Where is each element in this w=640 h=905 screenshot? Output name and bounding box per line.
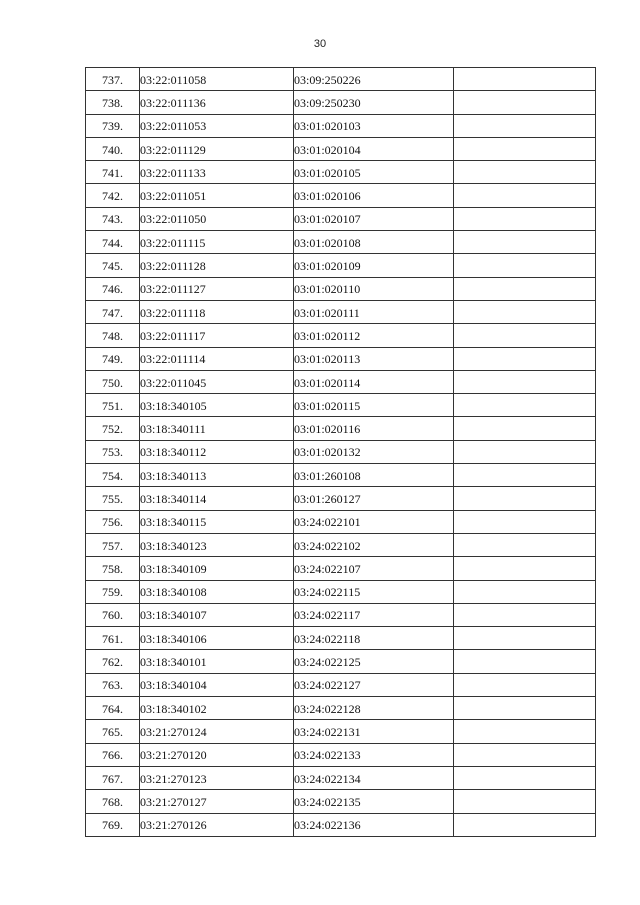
code-b-cell	[294, 627, 454, 650]
code-a-cell-text: 03:18:340109	[140, 561, 207, 576]
notes-cell	[454, 114, 596, 137]
row-number-cell-text: 763.	[102, 678, 123, 693]
table-row	[86, 254, 596, 277]
row-number-cell	[86, 417, 140, 440]
code-b-cell-text: 03:01:020116	[294, 422, 361, 437]
notes-cell	[454, 231, 596, 254]
code-b-cell	[294, 207, 454, 230]
code-a-cell-text: 03:21:270123	[140, 771, 207, 786]
code-a-cell-text: 03:22:011133	[140, 165, 206, 180]
code-a-cell-text: 03:21:270124	[140, 724, 207, 739]
row-number-cell	[86, 231, 140, 254]
code-b-cell	[294, 347, 454, 370]
row-number-cell	[86, 277, 140, 300]
code-a-cell-text: 03:22:011045	[140, 375, 207, 390]
row-number-cell	[86, 440, 140, 463]
code-b-cell-text: 03:01:020103	[294, 119, 361, 134]
code-a-cell	[140, 394, 294, 417]
row-number-cell-text: 744.	[102, 235, 123, 250]
code-b-cell-text: 03:01:020111	[294, 305, 360, 320]
code-a-cell	[140, 68, 294, 91]
notes-cell	[454, 557, 596, 580]
row-number-cell-text: 737.	[102, 72, 123, 87]
code-b-cell-text: 03:01:260108	[294, 468, 361, 483]
row-number-cell-text: 765.	[102, 724, 123, 739]
code-b-cell	[294, 743, 454, 766]
table-row	[86, 650, 596, 673]
row-number-cell	[86, 603, 140, 626]
row-number-cell-text: 767.	[102, 771, 123, 786]
code-b-cell-text: 03:24:022117	[294, 608, 361, 623]
table-row	[86, 557, 596, 580]
row-number-cell	[86, 697, 140, 720]
notes-cell	[454, 697, 596, 720]
row-number-cell-text: 768.	[102, 794, 123, 809]
code-a-cell-text: 03:22:011117	[140, 328, 206, 343]
table-row	[86, 114, 596, 137]
table-row	[86, 161, 596, 184]
code-b-cell-text: 03:01:020107	[294, 212, 361, 227]
row-number-cell	[86, 68, 140, 91]
table-row	[86, 277, 596, 300]
code-b-cell-text: 03:01:020132	[294, 445, 361, 460]
code-a-cell	[140, 510, 294, 533]
code-b-cell	[294, 464, 454, 487]
row-number-cell-text: 769.	[102, 818, 123, 833]
row-number-cell	[86, 347, 140, 370]
row-number-cell-text: 751.	[102, 398, 123, 413]
code-a-cell	[140, 650, 294, 673]
table-row	[86, 231, 596, 254]
table-row	[86, 370, 596, 393]
notes-cell	[454, 464, 596, 487]
code-a-cell-text: 03:21:270120	[140, 748, 207, 763]
row-number-cell-text: 749.	[102, 352, 123, 367]
notes-cell	[454, 790, 596, 813]
row-number-cell	[86, 91, 140, 114]
notes-cell	[454, 207, 596, 230]
code-a-cell-text: 03:22:011053	[140, 119, 207, 134]
code-a-cell-text: 03:22:011118	[140, 305, 206, 320]
code-b-cell	[294, 813, 454, 836]
notes-cell	[454, 440, 596, 463]
row-number-cell-text: 758.	[102, 561, 123, 576]
table-row	[86, 790, 596, 813]
code-b-cell	[294, 533, 454, 556]
code-b-cell-text: 03:24:022125	[294, 655, 361, 670]
code-b-cell	[294, 650, 454, 673]
row-number-cell-text: 741.	[102, 165, 123, 180]
code-a-cell-text: 03:21:270126	[140, 818, 207, 833]
code-b-cell-text: 03:01:020109	[294, 259, 361, 274]
code-a-cell-text: 03:18:340115	[140, 515, 207, 530]
notes-cell	[454, 650, 596, 673]
row-number-cell-text: 739.	[102, 119, 123, 134]
code-b-cell	[294, 161, 454, 184]
row-number-cell	[86, 464, 140, 487]
row-number-cell	[86, 557, 140, 580]
code-a-cell-text: 03:18:340105	[140, 398, 207, 413]
code-b-cell-text: 03:01:020106	[294, 189, 361, 204]
code-b-cell-text: 03:01:020110	[294, 282, 361, 297]
table-row	[86, 91, 596, 114]
code-b-cell	[294, 231, 454, 254]
code-a-cell	[140, 231, 294, 254]
code-b-cell	[294, 697, 454, 720]
code-a-cell	[140, 813, 294, 836]
code-b-cell-text: 03:09:250230	[294, 95, 361, 110]
table-row	[86, 184, 596, 207]
row-number-cell-text: 764.	[102, 701, 123, 716]
code-a-cell	[140, 114, 294, 137]
code-a-cell	[140, 557, 294, 580]
code-b-cell-text: 03:24:022128	[294, 701, 361, 716]
row-number-cell	[86, 533, 140, 556]
code-b-cell-text: 03:24:022136	[294, 818, 361, 833]
code-b-cell-text: 03:24:022101	[294, 515, 361, 530]
row-number-cell	[86, 324, 140, 347]
row-number-cell-text: 754.	[102, 468, 123, 483]
code-b-cell-text: 03:01:020115	[294, 398, 361, 413]
code-b-cell	[294, 440, 454, 463]
code-b-cell	[294, 673, 454, 696]
code-a-cell	[140, 207, 294, 230]
code-b-cell-text: 03:24:022107	[294, 561, 361, 576]
row-number-cell-text: 745.	[102, 259, 123, 274]
code-b-cell-text: 03:01:020108	[294, 235, 361, 250]
data-table	[85, 67, 596, 837]
table-row	[86, 207, 596, 230]
code-b-cell	[294, 487, 454, 510]
code-b-cell-text: 03:01:020112	[294, 328, 361, 343]
row-number-cell-text: 747.	[102, 305, 123, 320]
code-a-cell	[140, 790, 294, 813]
code-b-cell-text: 03:01:020114	[294, 375, 361, 390]
code-a-cell-text: 03:18:340101	[140, 655, 207, 670]
table-row	[86, 603, 596, 626]
code-b-cell	[294, 720, 454, 743]
code-a-cell-text: 03:22:011127	[140, 282, 206, 297]
code-a-cell-text: 03:21:270127	[140, 794, 207, 809]
notes-cell	[454, 394, 596, 417]
notes-cell	[454, 743, 596, 766]
code-b-cell	[294, 91, 454, 114]
code-b-cell-text: 03:24:022127	[294, 678, 361, 693]
row-number-cell	[86, 510, 140, 533]
table-row	[86, 347, 596, 370]
code-a-cell	[140, 254, 294, 277]
code-a-cell	[140, 580, 294, 603]
code-a-cell-text: 03:22:011114	[140, 352, 206, 367]
table-row	[86, 68, 596, 91]
notes-cell	[454, 254, 596, 277]
table-row	[86, 533, 596, 556]
code-b-cell	[294, 68, 454, 91]
notes-cell	[454, 347, 596, 370]
notes-cell	[454, 673, 596, 696]
row-number-cell-text: 766.	[102, 748, 123, 763]
table-row	[86, 324, 596, 347]
row-number-cell-text: 750.	[102, 375, 123, 390]
row-number-cell-text: 761.	[102, 631, 123, 646]
code-a-cell-text: 03:18:340108	[140, 585, 207, 600]
code-a-cell-text: 03:18:340111	[140, 422, 206, 437]
notes-cell	[454, 580, 596, 603]
code-b-cell-text: 03:24:022134	[294, 771, 361, 786]
code-a-cell-text: 03:18:340123	[140, 538, 207, 553]
code-b-cell-text: 03:01:020105	[294, 165, 361, 180]
code-a-cell	[140, 627, 294, 650]
notes-cell	[454, 720, 596, 743]
table-row	[86, 137, 596, 160]
code-a-cell	[140, 300, 294, 323]
row-number-cell-text: 757.	[102, 538, 123, 553]
code-a-cell-text: 03:22:011115	[140, 235, 206, 250]
table-row	[86, 487, 596, 510]
code-b-cell	[294, 277, 454, 300]
code-a-cell	[140, 464, 294, 487]
code-a-cell	[140, 440, 294, 463]
code-b-cell	[294, 324, 454, 347]
notes-cell	[454, 370, 596, 393]
code-a-cell-text: 03:22:011050	[140, 212, 207, 227]
table-row	[86, 627, 596, 650]
row-number-cell	[86, 650, 140, 673]
notes-cell	[454, 417, 596, 440]
row-number-cell-text: 753.	[102, 445, 123, 460]
row-number-cell	[86, 137, 140, 160]
table-row	[86, 394, 596, 417]
code-a-cell-text: 03:18:340112	[140, 445, 207, 460]
code-a-cell	[140, 720, 294, 743]
row-number-cell	[86, 580, 140, 603]
notes-cell	[454, 137, 596, 160]
row-number-cell-text: 762.	[102, 655, 123, 670]
table-row	[86, 464, 596, 487]
code-b-cell-text: 03:24:022131	[294, 724, 361, 739]
row-number-cell	[86, 813, 140, 836]
code-a-cell	[140, 277, 294, 300]
code-b-cell	[294, 137, 454, 160]
notes-cell	[454, 184, 596, 207]
code-b-cell-text: 03:24:022135	[294, 794, 361, 809]
code-b-cell-text: 03:01:260127	[294, 491, 361, 506]
notes-cell	[454, 766, 596, 789]
code-a-cell	[140, 137, 294, 160]
row-number-cell-text: 752.	[102, 422, 123, 437]
row-number-cell-text: 742.	[102, 189, 123, 204]
code-a-cell-text: 03:22:011136	[140, 95, 206, 110]
row-number-cell	[86, 627, 140, 650]
code-b-cell	[294, 603, 454, 626]
notes-cell	[454, 510, 596, 533]
code-a-cell-text: 03:18:340114	[140, 491, 207, 506]
code-a-cell	[140, 603, 294, 626]
code-b-cell	[294, 370, 454, 393]
code-a-cell	[140, 487, 294, 510]
row-number-cell	[86, 184, 140, 207]
code-b-cell-text: 03:24:022115	[294, 585, 361, 600]
row-number-cell	[86, 394, 140, 417]
notes-cell	[454, 603, 596, 626]
table-row	[86, 440, 596, 463]
code-a-cell	[140, 347, 294, 370]
table-body	[86, 68, 596, 837]
code-a-cell	[140, 91, 294, 114]
notes-cell	[454, 161, 596, 184]
row-number-cell	[86, 743, 140, 766]
table-row	[86, 580, 596, 603]
code-b-cell	[294, 184, 454, 207]
code-b-cell	[294, 766, 454, 789]
table-row	[86, 743, 596, 766]
code-b-cell	[294, 417, 454, 440]
table-row	[86, 300, 596, 323]
row-number-cell-text: 738.	[102, 95, 123, 110]
row-number-cell	[86, 300, 140, 323]
code-b-cell	[294, 790, 454, 813]
row-number-cell-text: 756.	[102, 515, 123, 530]
code-a-cell	[140, 533, 294, 556]
code-a-cell	[140, 766, 294, 789]
notes-cell	[454, 487, 596, 510]
table-row	[86, 510, 596, 533]
row-number-cell	[86, 720, 140, 743]
row-number-cell	[86, 487, 140, 510]
row-number-cell	[86, 370, 140, 393]
row-number-cell-text: 748.	[102, 328, 123, 343]
code-a-cell-text: 03:18:340106	[140, 631, 207, 646]
code-b-cell	[294, 114, 454, 137]
code-a-cell-text: 03:18:340104	[140, 678, 207, 693]
code-a-cell	[140, 161, 294, 184]
code-a-cell-text: 03:18:340107	[140, 608, 207, 623]
table-row	[86, 720, 596, 743]
row-number-cell	[86, 766, 140, 789]
code-a-cell	[140, 417, 294, 440]
row-number-cell-text: 746.	[102, 282, 123, 297]
code-a-cell-text: 03:22:011129	[140, 142, 206, 157]
table-row	[86, 813, 596, 836]
notes-cell	[454, 813, 596, 836]
code-a-cell	[140, 184, 294, 207]
code-a-cell-text: 03:18:340113	[140, 468, 207, 483]
notes-cell	[454, 91, 596, 114]
code-a-cell	[140, 743, 294, 766]
code-b-cell	[294, 580, 454, 603]
code-a-cell	[140, 697, 294, 720]
code-b-cell	[294, 254, 454, 277]
code-b-cell	[294, 557, 454, 580]
row-number-cell-text: 755.	[102, 491, 123, 506]
code-b-cell	[294, 394, 454, 417]
code-a-cell-text: 03:22:011058	[140, 72, 207, 87]
table-row	[86, 417, 596, 440]
row-number-cell	[86, 790, 140, 813]
row-number-cell-text: 759.	[102, 585, 123, 600]
code-a-cell-text: 03:22:011051	[140, 189, 207, 204]
notes-cell	[454, 324, 596, 347]
row-number-cell-text: 760.	[102, 608, 123, 623]
notes-cell	[454, 277, 596, 300]
table-row	[86, 673, 596, 696]
code-b-cell-text: 03:01:020113	[294, 352, 361, 367]
code-a-cell-text: 03:22:011128	[140, 259, 206, 274]
row-number-cell-text: 740.	[102, 142, 123, 157]
notes-cell	[454, 68, 596, 91]
notes-cell	[454, 533, 596, 556]
code-b-cell-text: 03:24:022133	[294, 748, 361, 763]
code-b-cell	[294, 510, 454, 533]
notes-cell	[454, 627, 596, 650]
code-a-cell-text: 03:18:340102	[140, 701, 207, 716]
code-a-cell	[140, 673, 294, 696]
code-a-cell	[140, 324, 294, 347]
notes-cell	[454, 300, 596, 323]
code-a-cell	[140, 370, 294, 393]
row-number-cell	[86, 254, 140, 277]
code-b-cell-text: 03:09:250226	[294, 72, 361, 87]
row-number-cell	[86, 161, 140, 184]
code-b-cell	[294, 300, 454, 323]
row-number-cell	[86, 207, 140, 230]
table-row	[86, 766, 596, 789]
table-row	[86, 697, 596, 720]
code-b-cell-text: 03:01:020104	[294, 142, 361, 157]
code-b-cell-text: 03:24:022102	[294, 538, 361, 553]
row-number-cell	[86, 114, 140, 137]
row-number-cell	[86, 673, 140, 696]
row-number-cell-text: 743.	[102, 212, 123, 227]
code-b-cell-text: 03:24:022118	[294, 631, 361, 646]
page-number: 30	[313, 38, 327, 50]
